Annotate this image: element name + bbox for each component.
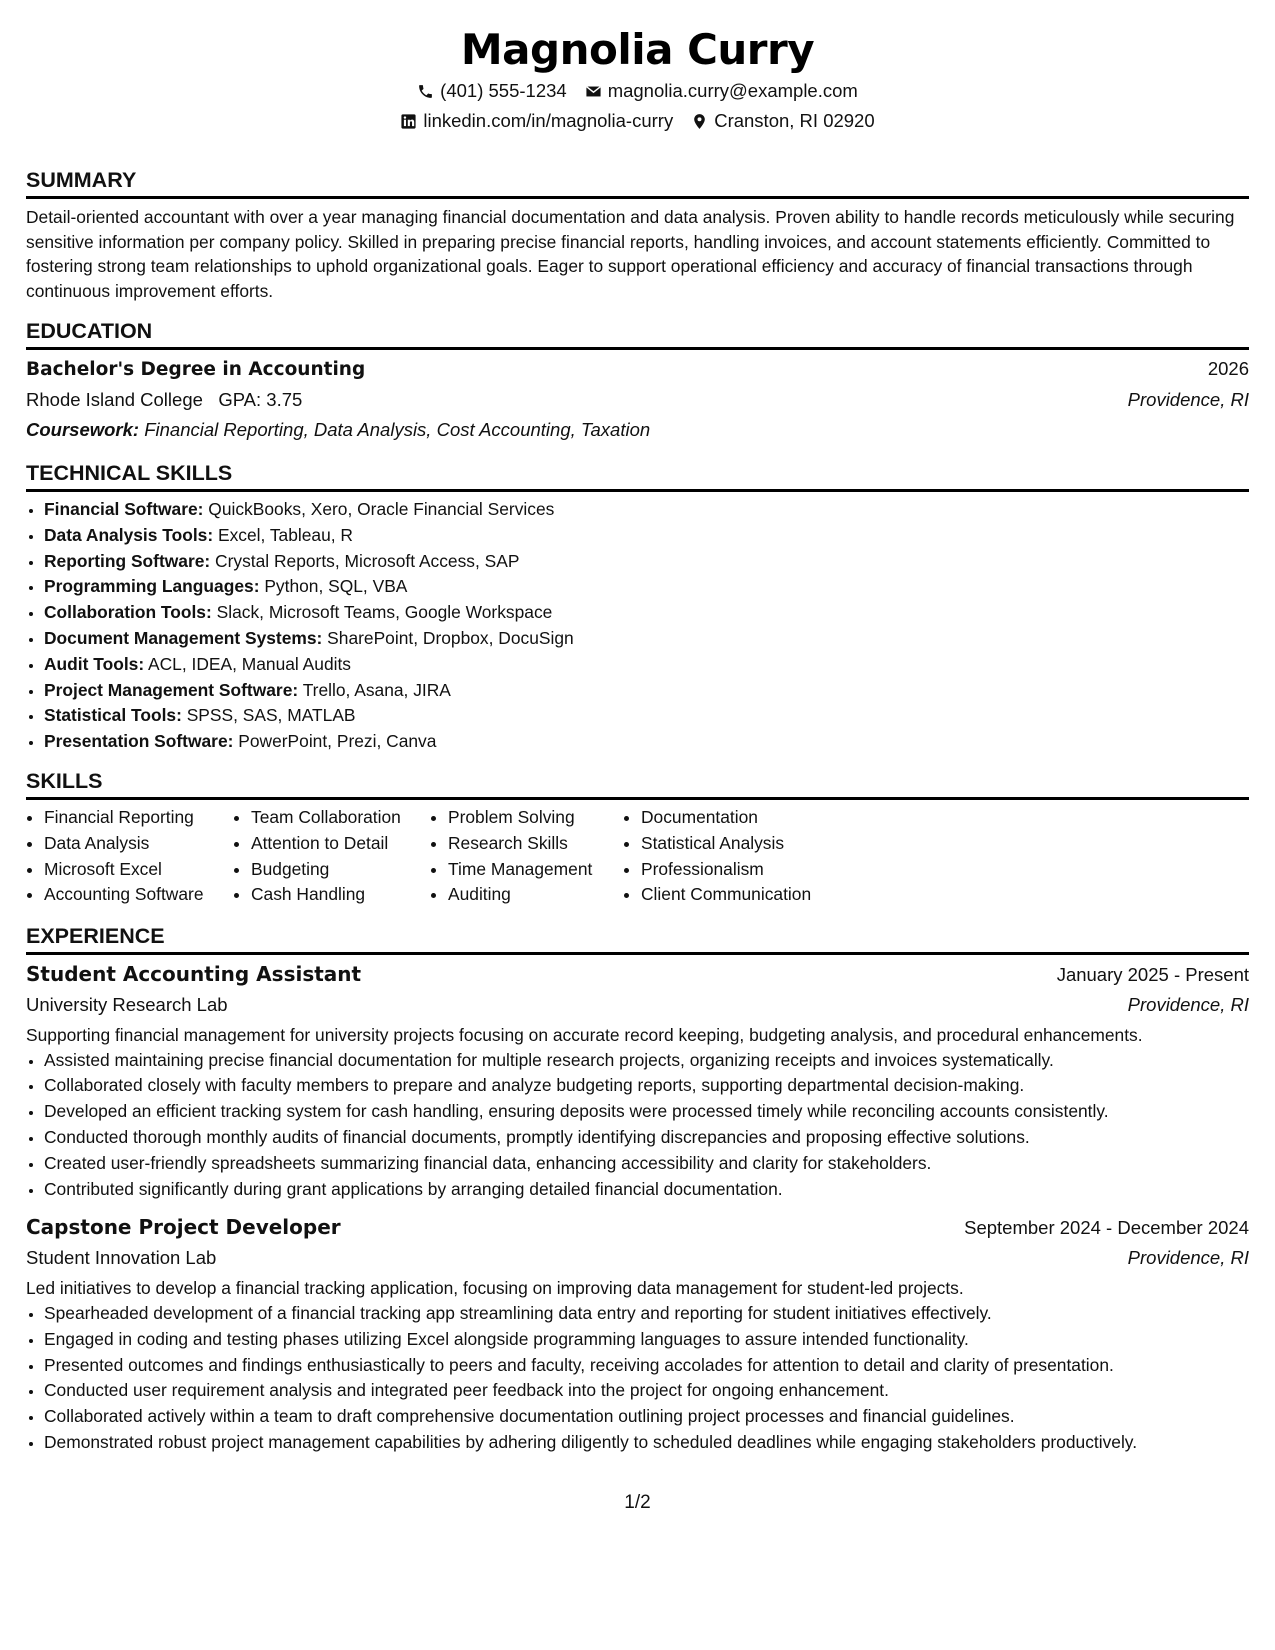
skill-value: Excel, Tableau, R: [217, 524, 353, 545]
school-row: [26, 385, 1249, 415]
skill-label: Collaboration Tools:: [44, 602, 212, 623]
job-bullet: • Collaborated actively within a team to draft comprehensive documentation outlining project processes and financial guidelines.: [44, 1404, 1249, 1430]
skill-item: • Microsoft Excel: [44, 857, 233, 883]
skill-value: Crystal Reports, Microsoft Access, SAP: [215, 550, 520, 571]
skill-value: Slack, Microsoft Teams, Google Workspace: [216, 602, 553, 623]
job-title-row: [26, 959, 1249, 990]
experience-heading: EXPERIENCE: [26, 922, 1249, 955]
job-bullet: • Engaged in coding and testing phases utilizing Excel alongside programming languages to assure intended functionality.: [44, 1327, 1249, 1353]
contact-row-1: [26, 76, 1249, 106]
technical-skill-item: [44, 497, 1249, 523]
skill-item: • Auditing: [448, 882, 623, 908]
linkedin-text[interactable]: linkedin.com/in/magnolia-curry: [423, 110, 674, 131]
contact-row-2: [26, 106, 1249, 136]
technical-skill-item: [44, 523, 1249, 549]
coursework-list: Financial Reporting, Data Analysis, Cost Accounting, Taxation: [144, 419, 651, 440]
job-bullets: [26, 1301, 1249, 1456]
skill-value: Trello, Asana, JIRA: [302, 679, 451, 700]
technical-skill-item: [44, 703, 1249, 729]
skill-item: • Team Collaboration: [251, 805, 430, 831]
skill-item: • Client Communication: [641, 882, 843, 908]
job-bullet: • Created user-friendly spreadsheets summarizing financial data, enhancing accessibility and clarity for stakeholders.: [44, 1151, 1249, 1177]
job-org: Student Innovation Lab: [26, 1247, 217, 1269]
skill-item: • Time Management: [448, 857, 623, 883]
education-section: [26, 317, 1249, 445]
job-bullet: • Spearheaded development of a financial tracking app streamlining data entry and reporting for student initiatives effectively.: [44, 1301, 1249, 1327]
technical-skill-item: [44, 600, 1249, 626]
job-location: Providence, RI: [1127, 1247, 1249, 1269]
school-location: Providence, RI: [1127, 389, 1249, 410]
job-org-row: [26, 1243, 1249, 1273]
skill-value: PowerPoint, Prezi, Canva: [238, 731, 437, 752]
skill-label: Reporting Software:: [44, 550, 211, 571]
phone-icon: [417, 83, 434, 100]
job-summary: Led initiatives to develop a financial tracking application, focusing on improving data management for student-led projects.: [26, 1278, 964, 1299]
skill-item: • Accounting Software: [44, 882, 233, 908]
skill-label: Programming Languages:: [44, 576, 260, 597]
envelope-icon: [585, 83, 602, 100]
technical-skill-item: [44, 549, 1249, 575]
location-contact: [691, 106, 874, 136]
technical-skill-item: [44, 729, 1249, 755]
job-bullet: • Contributed significantly during grant applications by arranging detailed financial documentation.: [44, 1177, 1249, 1203]
job-bullet: • Conducted user requirement analysis and integrated peer feedback into the project for ongoing enhancement.: [44, 1378, 1249, 1404]
job-list: [26, 959, 1249, 1456]
skill-item: • Attention to Detail: [251, 831, 430, 857]
skill-item: • Statistical Analysis: [641, 831, 843, 857]
skill-value: SharePoint, Dropbox, DocuSign: [327, 627, 574, 648]
job-entry: [26, 959, 1249, 1202]
skills-heading: SKILLS: [26, 767, 1249, 800]
degree-title: Bachelor's Degree in Accounting: [26, 359, 366, 380]
technical-skill-item: [44, 652, 1249, 678]
location-text: Cranston, RI 02920: [714, 110, 875, 131]
skill-value: Python, SQL, VBA: [264, 576, 408, 597]
page-number: 1/2: [624, 1492, 651, 1513]
skill-value: QuickBooks, Xero, Oracle Financial Services: [208, 499, 555, 519]
skill-item: • Financial Reporting: [44, 805, 233, 831]
summary-heading: SUMMARY: [26, 166, 1249, 199]
job-bullet: • Presented outcomes and findings enthusiastically to peers and faculty, receiving accolades for attention to detail and clarity of presentation.: [44, 1353, 1249, 1379]
coursework-label: Coursework:: [26, 419, 140, 440]
job-role: Capstone Project Developer: [26, 1215, 341, 1240]
technical-skill-item: [44, 626, 1249, 652]
email-contact[interactable]: [585, 76, 858, 106]
technical-skills-heading: TECHNICAL SKILLS: [26, 459, 1249, 492]
map-pin-icon: [691, 113, 708, 130]
job-bullet: • Collaborated closely with faculty members to prepare and analyze budgeting reports, supporting departmental decision-making.: [44, 1073, 1249, 1099]
job-bullets: [26, 1048, 1249, 1203]
job-org-row: [26, 990, 1249, 1020]
skill-label: Statistical Tools:: [44, 705, 182, 726]
job-entry: [26, 1212, 1249, 1455]
job-bullet: • Demonstrated robust project management capabilities by adhering diligently to scheduled deadlines while engaging stakeholders productively.: [44, 1430, 1249, 1456]
skill-item: • Documentation: [641, 805, 843, 831]
skill-value: SPSS, SAS, MATLAB: [186, 705, 356, 726]
phone-contact: [417, 76, 567, 106]
education-heading: EDUCATION: [26, 317, 1249, 350]
skills-column: [430, 805, 623, 908]
job-dates: January 2025 - Present: [1056, 964, 1249, 986]
skill-value: ACL, IDEA, Manual Audits: [148, 653, 352, 674]
linkedin-icon: [400, 113, 417, 130]
coursework-row: [26, 415, 1249, 445]
job-bullet: • Conducted thorough monthly audits of financial documents, promptly identifying discrepancies and proposing effective solutions.: [44, 1125, 1249, 1151]
skill-item: • Problem Solving: [448, 805, 623, 831]
skills-column: [26, 805, 233, 908]
school-name: Rhode Island College: [26, 389, 203, 410]
skills-grid: [26, 805, 1249, 908]
skill-item: • Budgeting: [251, 857, 430, 883]
candidate-name: Magnolia Curry: [460, 25, 815, 74]
skill-item: • Data Analysis: [44, 831, 233, 857]
job-role: Student Accounting Assistant: [26, 962, 362, 987]
skill-label: Presentation Software:: [44, 731, 234, 752]
linkedin-contact[interactable]: [400, 106, 673, 136]
technical-skill-item: [44, 678, 1249, 704]
technical-skills-section: [26, 459, 1249, 755]
gpa: GPA: 3.75: [218, 389, 303, 410]
technical-skills-list: [26, 497, 1249, 755]
email-text[interactable]: magnolia.curry@example.com: [607, 80, 858, 101]
technical-skill-item: [44, 574, 1249, 600]
skill-label: Project Management Software:: [44, 679, 299, 700]
job-summary: Supporting financial management for university projects focusing on accurate record keeping, budgeting analysis, and procedural enhancements.: [26, 1025, 1143, 1046]
skill-label: Data Analysis Tools:: [44, 524, 214, 545]
skill-item: • Cash Handling: [251, 882, 430, 908]
job-org: University Research Lab: [26, 994, 228, 1016]
job-location: Providence, RI: [1127, 994, 1249, 1016]
degree-row: [26, 354, 1249, 385]
skill-label: Audit Tools:: [44, 653, 145, 674]
skills-section: [26, 767, 1249, 908]
experience-section: [26, 922, 1249, 1456]
skill-item: • Professionalism: [641, 857, 843, 883]
skill-label: Financial Software:: [44, 499, 204, 519]
summary-text: Detail-oriented accountant with over a year managing financial documentation and data analysis. Proven ability to handle records meticulously while securing sensitive information per company policy. Skilled in preparing precise financial reports, handling invoices, and account statements efficiently. Committed to fostering strong team relationships to uphold organizational goals. Eager to support operational efficiency and accuracy of financial transactions through continuous improvement efforts.: [26, 207, 1235, 301]
job-dates: September 2024 - December 2024: [964, 1217, 1249, 1239]
summary-section: [26, 166, 1249, 303]
job-bullet: • Developed an efficient tracking system for cash handling, ensuring deposits were processed timely while reconciling accounts consistently.: [44, 1099, 1249, 1125]
graduation-year: 2026: [1207, 358, 1249, 379]
skills-column: [233, 805, 430, 908]
job-bullet: • Assisted maintaining precise financial documentation for multiple research projects, organizing receipts and invoices systematically.: [44, 1048, 1249, 1074]
skill-label: Document Management Systems:: [44, 627, 323, 648]
phone-text: (401) 555-1234: [440, 80, 567, 101]
job-title-row: [26, 1212, 1249, 1243]
skill-item: • Research Skills: [448, 831, 623, 857]
school-info: [26, 385, 302, 415]
skills-column: [623, 805, 843, 908]
